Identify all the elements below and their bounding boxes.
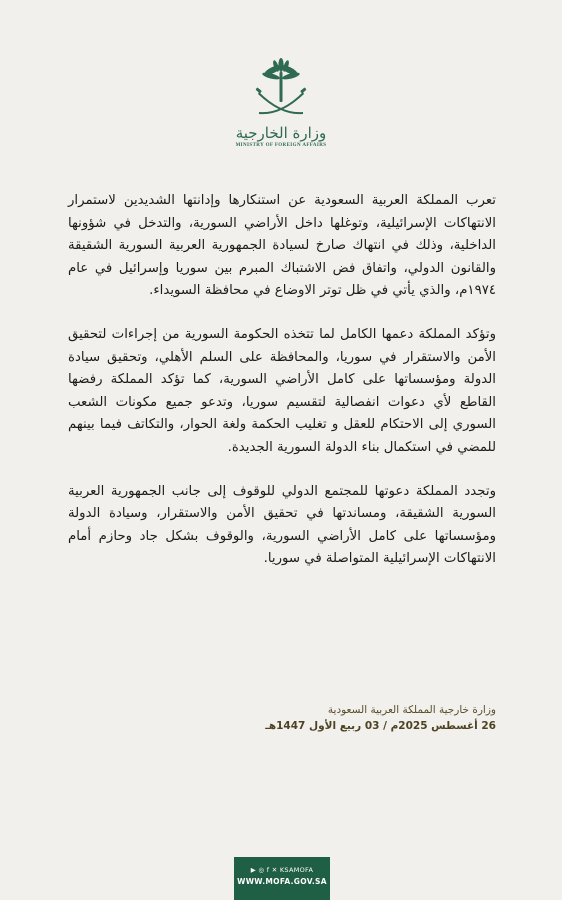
statement-paragraph: تعرب المملكة العربية السعودية عن استنكارها وإدانتها الشديدين لاستمرار الانتهاكات الإسرائيلية، وتوغلها داخل الأراضي السورية، والتدخل في شؤونها الداخلية، وذلك في انتهاك صارخ لسيادة الجمهورية العربية السورية الشقيقة والقانون الدولي، واتفاق فض الاشتباك المبرم بين سوريا وإسرائيل في عام ١٩٧٤م، والذي يأتي في ظل توتر الاوضاع في محافظة السويداء. [68,193,496,299]
signature-block [265,702,496,734]
instagram-icon: ◎ [258,866,265,874]
social-handles [234,866,330,874]
issuer-name: وزارة خارجية المملكة العربية السعودية [327,704,496,716]
social-handle: KSAMOFA [279,866,314,874]
statement-body [68,190,496,592]
facebook-icon: f [266,866,270,874]
ministry-name-arabic: وزارة الخارجية [235,124,327,142]
youtube-icon: ▶ [250,866,257,874]
issue-date: 26 أغسطس 2025م / 03 ربيع الأول 1447هـ [265,720,496,732]
statement-paragraph: وتجدد المملكة دعوتها للمجتمع الدولي للوقوف إلى جانب الجمهورية العربية السورية الشقيقة، ومساندتها في تحقيق الأمن والاستقرار، وسيادة الدولة ومؤسساتها على كامل الأراضي السورية، والوقوف بشكل جاد وحازم أمام الانتهاكات الإسرائيلية المتواصلة في سوريا. [68,483,496,567]
footer-badge [234,857,330,900]
x-icon: ✕ [271,866,278,874]
ministry-header [0,58,562,148]
saudi-emblem-icon [251,58,311,122]
ministry-name-english: MINISTRY OF FOREIGN AFFAIRS [235,143,327,148]
website-link[interactable]: WWW.MOFA.GOV.SA [237,877,327,886]
statement-paragraph: وتؤكد المملكة دعمها الكامل لما تتخذه الحكومة السورية من إجراءات لتحقيق الأمن والاستقرار في سوريا، والمحافظة على السلم الأهلي، وتحقيق سيادة الدولة ومؤسساتها على كامل الأراضي السورية، كما تؤكد المملكة رفضها القاطع لأي دعوات انفصالية لتقسيم سوريا، وتدعو جميع مكونات الشعب السوري إلى الاحتكام للعقل و تغليب الحكمة ولغة الحوار، والتكاتف فيما بينهم للمضي في استكمال بناء الدولة السورية الجديدة. [68,326,496,455]
